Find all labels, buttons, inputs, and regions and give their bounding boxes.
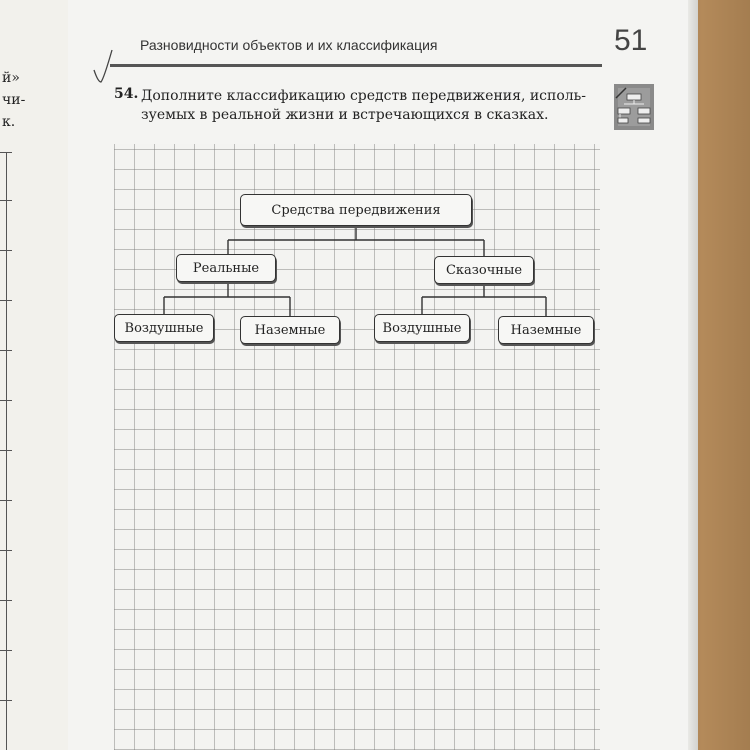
task-text-line-2: зуемых в реальной жизни и встречающихся в сказках. [141, 107, 549, 123]
task-number: 54. [114, 86, 139, 102]
left-page-text-2: чи- [2, 92, 26, 108]
node-real-ground: Наземные [240, 316, 340, 344]
node-fairy-air: Воздушные [374, 314, 470, 342]
node-fairy-tale: Сказочные [434, 256, 534, 284]
page-number: 51 [614, 24, 648, 57]
node-real-air: Воздушные [114, 314, 214, 342]
left-page-text-1: й» [2, 70, 20, 86]
node-real: Реальные [176, 254, 276, 282]
node-fairy-ground: Наземные [498, 316, 594, 344]
left-page-text-3: к. [2, 114, 16, 130]
page-header-title: Разновидности объектов и их классификация [140, 37, 438, 53]
task-text-line-1: Дополните классификацию средств передвижения, исполь- [141, 88, 587, 104]
node-vehicles-root: Средства передвижения [240, 194, 472, 226]
